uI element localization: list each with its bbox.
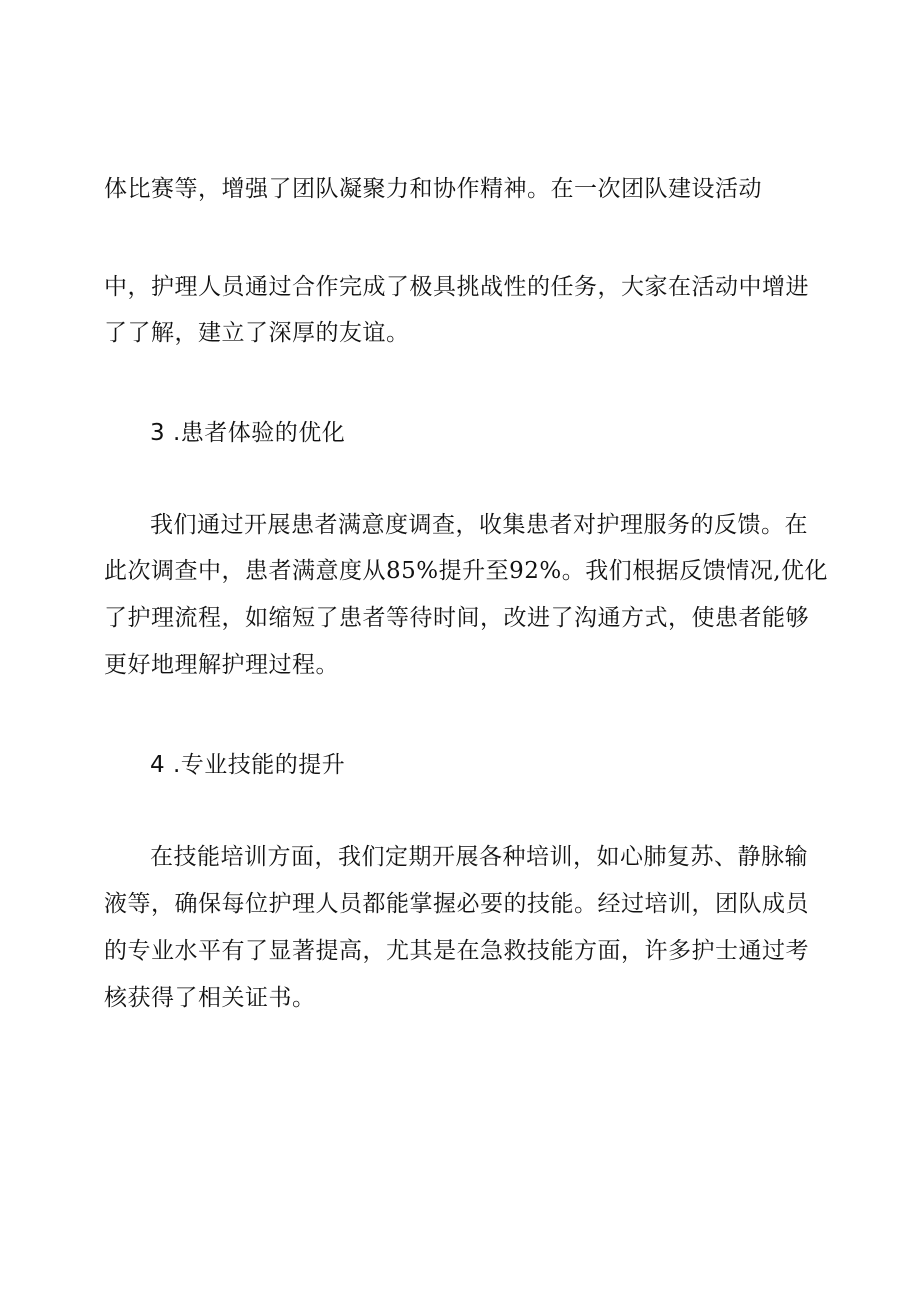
paragraph-line: 中，护理人员通过合作完成了极具挑战性的任务，大家在活动中增进: [104, 274, 809, 300]
paragraph-line: 的专业水平有了显著提高，尤其是在急救技能方面，许多护士通过考: [104, 938, 809, 964]
paragraph-line: 此次调查中，患者满意度从85%提升至92%。我们根据反馈情况,优化: [104, 558, 829, 584]
paragraph-line: 核获得了相关证书。: [104, 985, 316, 1011]
section-heading: 3 .患者体验的优化: [150, 420, 346, 446]
section-heading: 4 .专业技能的提升: [150, 752, 346, 778]
paragraph-line: 液等，确保每位护理人员都能掌握必要的技能。经过培训，团队成员: [104, 891, 809, 917]
paragraph-line: 我们通过开展患者满意度调查，收集患者对护理服务的反馈。在: [150, 512, 808, 538]
paragraph-line: 更好地理解护理过程。: [104, 652, 339, 678]
paragraph-line: 了了解，建立了深厚的友谊。: [104, 320, 410, 346]
paragraph-line: 体比赛等，增强了团队凝聚力和协作精神。在一次团队建设活动: [104, 176, 762, 202]
paragraph-line: 了护理流程，如缩短了患者等待时间，改进了沟通方式，使患者能够: [104, 605, 809, 631]
paragraph-line: 在技能培训方面，我们定期开展各种培训，如心肺复苏、静脉输: [150, 844, 808, 870]
